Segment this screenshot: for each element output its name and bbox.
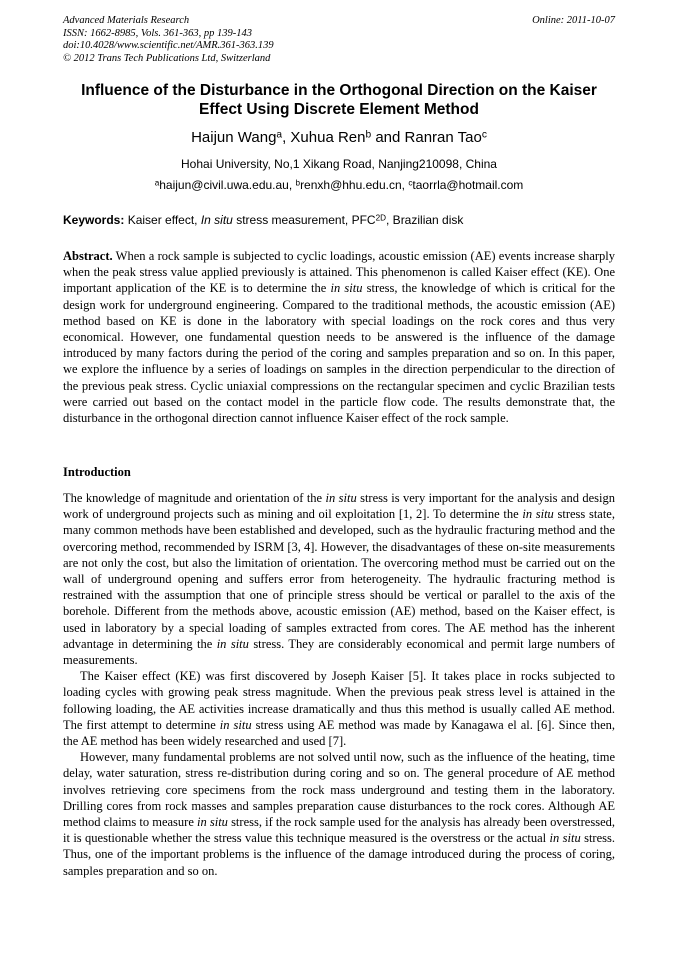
author-3-mark: c xyxy=(481,129,487,141)
email-2: renxh@hhu.edu.cn, xyxy=(300,178,409,192)
author-2-mark: b xyxy=(365,129,372,141)
doi-line: doi:10.4028/www.scientific.net/AMR.361-363.139 xyxy=(63,40,274,51)
p1-text-6: in situ xyxy=(216,636,249,651)
abstract-label: Abstract. xyxy=(63,249,113,263)
author-separator-1: , Xuhua Ren xyxy=(282,129,366,146)
keyword-text-3: stress measurement, PFC xyxy=(232,213,376,227)
p1-text-5: stress state, many common methods have been established and developed, such as the hydraulic fracturing method and the overcoring method, recommended by ISRM [3, 4]. However, the disadvantages of these on-site measurements are not only the cost, but also the limitation of orientation. The overcoring method must be carried out on the wall of underground opening and suffers error from heterogeneity. The hydraulic fracturing method is restrained with the assumption that one of principle stress should be vertical or parallel to the axis of the borehole. Different from the methods above, acoustic emission (AE) method, based on the Kaiser effect, is used in laboratory by a special loading of samples extracted from cores. The AE method has the inherent advantage in determining the xyxy=(63,507,615,651)
p2-text-3: stress using AE method was made by Kanagawa el al. [6]. Since then, the AE method has been widely researched and used [7]. xyxy=(63,717,615,749)
keyword-text-2: In situ xyxy=(200,213,233,227)
journal-name: Advanced Materials Research xyxy=(63,15,190,26)
keywords-label: Keywords: xyxy=(63,213,125,227)
email-3: taorrla@hotmail.com xyxy=(412,178,524,192)
p1-text-2: in situ xyxy=(325,491,357,505)
issn-line: ISSN: 1662-8985, Vols. 361-363, pp 139-143 xyxy=(63,27,252,39)
email-2-mark: b xyxy=(295,178,301,188)
p2-text-1: The Kaiser effect (KE) was first discovered by Joseph Kaiser [5]. It takes place in rocks subjected to loading cycles with growing peak stress magnitude. When the previous peak stress level is attained in the following loading, the AE activities increase dramatically and thus this method is usually called AE method. The first attempt to determine xyxy=(63,669,615,732)
author-1-mark: a xyxy=(276,129,283,141)
p2-text-2: in situ xyxy=(219,717,252,732)
title-line-1: Influence of the Disturbance in the Orthogonal Direction on the Kaiser xyxy=(81,82,597,99)
abstract xyxy=(63,248,615,426)
p1-text-3: stress is very important for the analysis and design work of underground projects such as mining and oil exploitation [1, 2]. To determine the xyxy=(63,491,615,522)
introduction-heading: Introduction xyxy=(63,465,131,479)
p1-text-7: stress. They are considerably economical and permit large numbers of measurements. xyxy=(63,636,615,668)
author-separator-2: and Ranran Tao xyxy=(371,129,482,146)
email-1-mark: a xyxy=(154,178,160,188)
paper-title xyxy=(63,81,615,119)
email-1: haijun@civil.uwa.edu.au, xyxy=(159,178,296,192)
author-1: Haijun Wang xyxy=(191,129,277,146)
p3-text-4: in situ xyxy=(549,831,581,846)
abstract-text-2: in situ xyxy=(330,281,363,296)
abstract-paragraph xyxy=(63,248,615,426)
intro-paragraph-1 xyxy=(63,490,615,668)
keywords xyxy=(63,213,623,228)
p3-text-3: stress, if the rock sample used for the analysis has already been overstressed, it is questionable whether the stress value this technique measured is the overstress or the actual xyxy=(63,815,616,846)
p1-text-4: in situ xyxy=(522,507,554,522)
intro-paragraph-2 xyxy=(63,668,615,749)
p3-text-5: stress. Thus, one of the important problems is the influence of the damage introduced during the process of coring, samples preparation and so on. xyxy=(63,831,615,878)
keyword-text-1: Kaiser effect, xyxy=(124,213,201,227)
p3-text-2: in situ xyxy=(197,815,228,830)
abstract-text-1: When a rock sample is subjected to cyclic loadings, acoustic emission (AE) events increase sharply when the peak stress value applied previously is attained. This phenomenon is called Kaiser effect (KE). One important application of the KE is to determine the xyxy=(63,249,615,296)
author-list xyxy=(63,129,615,147)
author-emails xyxy=(63,178,615,193)
introduction-body xyxy=(63,490,615,879)
abstract-text-3: stress, the knowledge of which is critical for the design work for underground engineering. Compared to the traditional methods, the acoustic emission (AE) method based on KE is done in the laboratory with special loadings on the rock cores and thus very economical. However, one fundamental question needs to be answered is the influence of the damage introduced by many factors during the period of the coring and samples preparation and so on. In this paper, we explore the influence by a series of loadings on samples in the direction perpendicular to the direction of the previous peak stress. Cyclic uniaxial compressions on the rectangular specimen and cyclic Brazilian tests were carried out based on the contact model in the particle flow code. The results demonstrate that, the disturbance in the orthogonal direction cannot influence Kaiser effect of the rock sample. xyxy=(63,281,615,426)
p3-text-1: However, many fundamental problems are not solved until now, such as the influence of the heating, time delay, water saturation, stress re-distribution during coring and so on. The general procedure of AE method involves retrieving core specimens from the rock mass underground and testing them in the laboratory. Drilling cores from rock masses and samples preparation cause disturbances to the rock cores. Although AE method claims to measure xyxy=(63,750,615,830)
online-date: Online: 2011-10-07 xyxy=(532,15,615,26)
affiliation: Hohai University, No,1 Xikang Road, Nanjing210098, China xyxy=(181,157,497,171)
publication-info xyxy=(63,15,274,65)
keyword-text-4: , Brazilian disk xyxy=(386,213,464,227)
email-3-mark: c xyxy=(408,178,413,188)
copyright-line: © 2012 Trans Tech Publications Ltd, Switzerland xyxy=(63,52,271,64)
p1-text-1: The knowledge of magnitude and orientation of the xyxy=(63,491,326,505)
keyword-sup: 2D xyxy=(375,213,387,223)
title-line-2: Effect Using Discrete Element Method xyxy=(199,101,479,118)
intro-paragraph-3 xyxy=(63,749,615,879)
